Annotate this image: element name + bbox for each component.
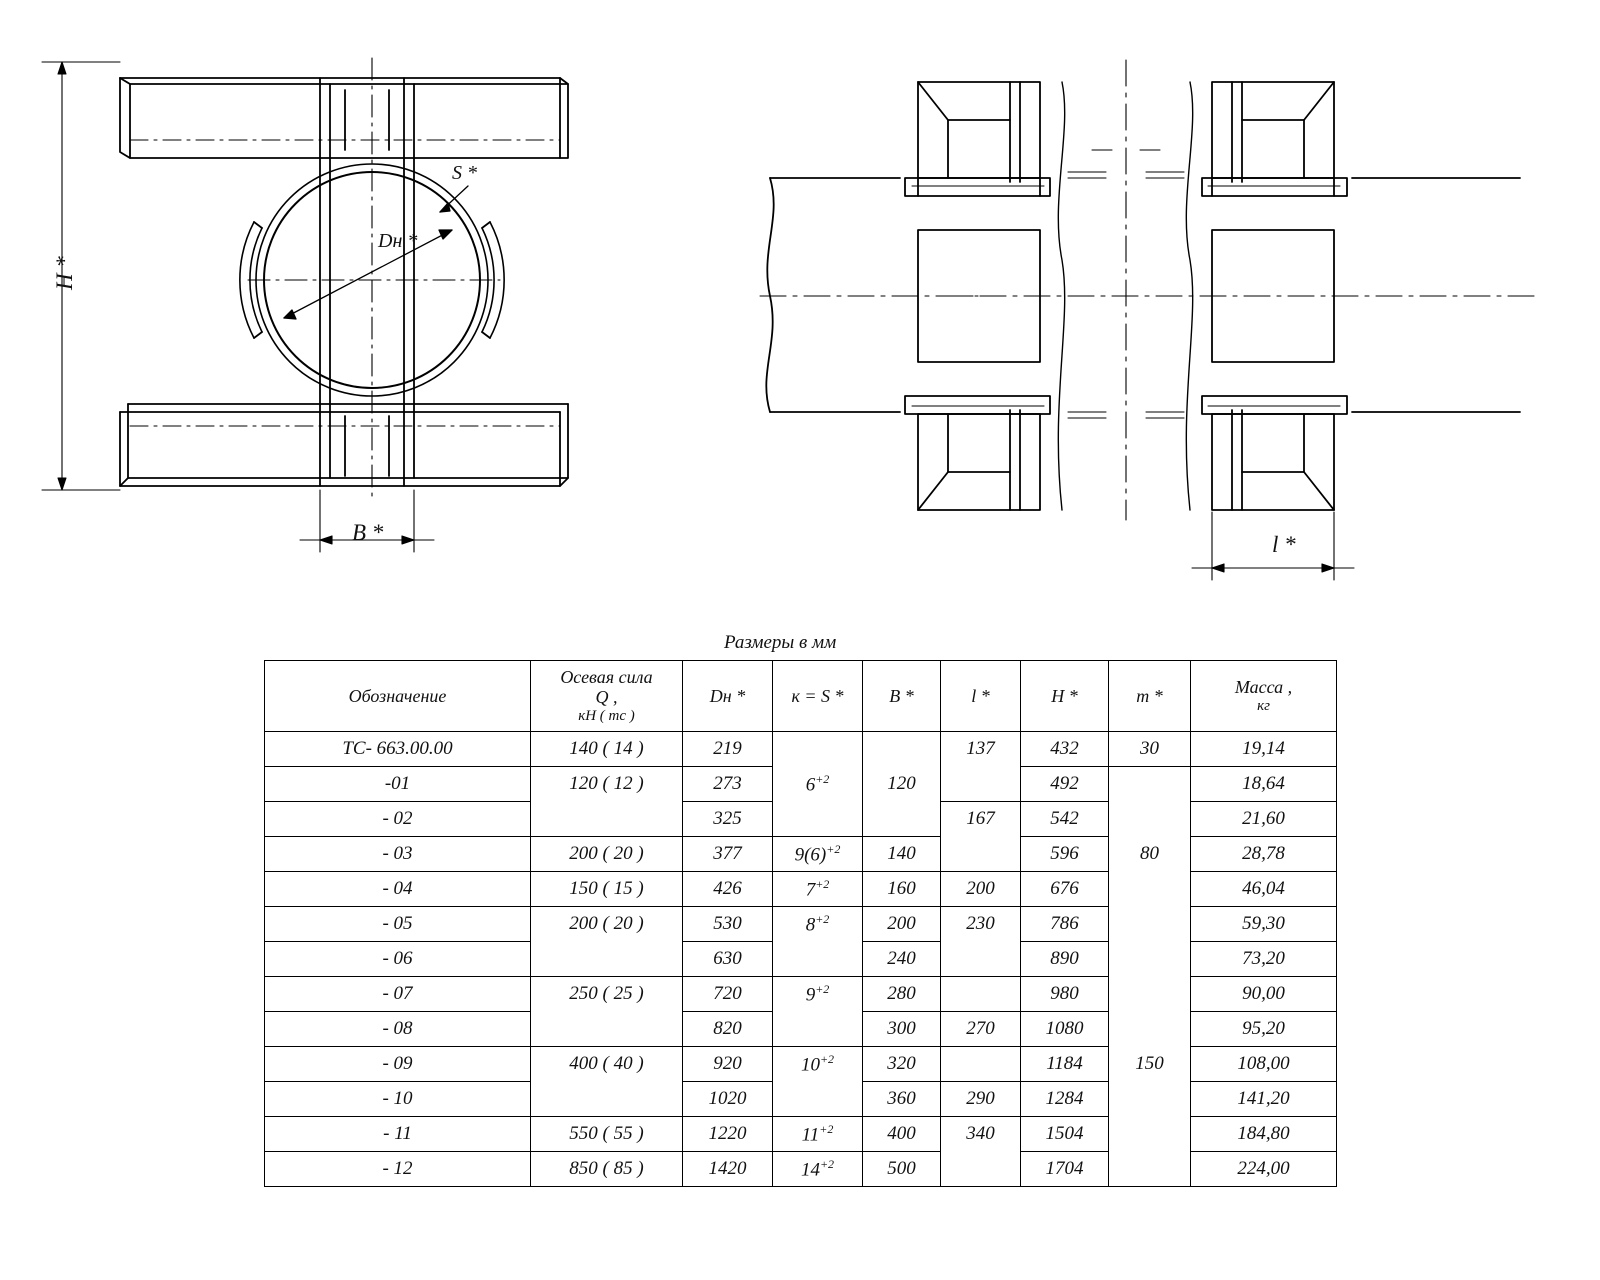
cell-m xyxy=(1109,907,1191,942)
cell-q: 150 ( 15 ) xyxy=(531,872,683,907)
cell-q: 200 ( 20 ) xyxy=(531,837,683,872)
cell-dn: 325 xyxy=(683,802,773,837)
table-row xyxy=(265,802,1337,837)
cell-dn: 1420 xyxy=(683,1152,773,1187)
cell-mass: 184,80 xyxy=(1191,1117,1337,1152)
cell-l: 137 xyxy=(941,732,1021,767)
cell-ks-tol: +2 xyxy=(826,841,841,856)
cell-dn: 377 xyxy=(683,837,773,872)
header-b-text: B * xyxy=(889,685,914,706)
cell-h: 596 xyxy=(1021,837,1109,872)
cell-designation: - 06 xyxy=(265,942,531,977)
cell-designation: -01 xyxy=(265,767,531,802)
table-row xyxy=(265,907,1337,942)
cell-b: 400 xyxy=(863,1117,941,1152)
cell-b xyxy=(863,802,941,837)
cell-designation: - 03 xyxy=(265,837,531,872)
cell-l xyxy=(941,1047,1021,1082)
cell-mass: 28,78 xyxy=(1191,837,1337,872)
cell-b: 240 xyxy=(863,942,941,977)
s-callout-label: S * xyxy=(452,162,477,184)
dimensions-table-wrap xyxy=(264,632,1336,1187)
cell-dn: 630 xyxy=(683,942,773,977)
cell-ks-value: 11 xyxy=(801,1124,820,1146)
cell-h: 492 xyxy=(1021,767,1109,802)
cell-h: 980 xyxy=(1021,977,1109,1012)
cell-mass: 141,20 xyxy=(1191,1082,1337,1117)
cell-q xyxy=(531,942,683,977)
cell-ks xyxy=(773,837,863,872)
cell-m xyxy=(1109,1117,1191,1152)
cell-ks-value: 8 xyxy=(805,914,816,936)
cell-ks-tol: +2 xyxy=(815,912,830,927)
cell-mass: 108,00 xyxy=(1191,1047,1337,1082)
table-row xyxy=(265,1152,1337,1187)
cell-h: 1184 xyxy=(1021,1047,1109,1082)
cell-m: 80 xyxy=(1109,837,1191,872)
dimensions-table xyxy=(264,660,1337,1187)
cell-mass: 19,14 xyxy=(1191,732,1337,767)
cell-designation: - 09 xyxy=(265,1047,531,1082)
header-dn xyxy=(683,661,773,732)
cell-q: 400 ( 40 ) xyxy=(531,1047,683,1082)
cell-m xyxy=(1109,1012,1191,1047)
header-mass-l2: кг xyxy=(1257,697,1270,714)
cell-l xyxy=(941,837,1021,872)
cell-l xyxy=(941,1152,1021,1187)
table-row xyxy=(265,732,1337,767)
cell-l: 290 xyxy=(941,1082,1021,1117)
cell-designation: - 11 xyxy=(265,1117,531,1152)
cell-mass: 18,64 xyxy=(1191,767,1337,802)
table-row xyxy=(265,1047,1337,1082)
header-h-text: H * xyxy=(1051,685,1078,706)
cell-b: 200 xyxy=(863,907,941,942)
header-mass-l1: Масса , xyxy=(1234,677,1293,698)
header-axial-force-l2: Q , xyxy=(595,687,618,708)
cell-m: 150 xyxy=(1109,1047,1191,1082)
cell-l: 200 xyxy=(941,872,1021,907)
cell-b: 280 xyxy=(863,977,941,1012)
cell-q: 120 ( 12 ) xyxy=(531,767,683,802)
table-header-row xyxy=(265,661,1337,732)
cell-q xyxy=(531,1012,683,1047)
cell-dn: 426 xyxy=(683,872,773,907)
cell-mass: 46,04 xyxy=(1191,872,1337,907)
cell-mass: 21,60 xyxy=(1191,802,1337,837)
dn-callout-label: Dн * xyxy=(378,230,418,252)
cell-mass: 73,20 xyxy=(1191,942,1337,977)
h-dimension-label: H * xyxy=(52,256,77,290)
cell-ks xyxy=(773,872,863,907)
cell-q xyxy=(531,802,683,837)
cell-l: 230 xyxy=(941,907,1021,942)
cell-m xyxy=(1109,942,1191,977)
cell-designation: - 10 xyxy=(265,1082,531,1117)
cell-m xyxy=(1109,802,1191,837)
l-dimension-label: l * xyxy=(1272,532,1296,557)
cell-q: 250 ( 25 ) xyxy=(531,977,683,1012)
cell-l xyxy=(941,977,1021,1012)
cell-h: 676 xyxy=(1021,872,1109,907)
cell-b: 140 xyxy=(863,837,941,872)
cell-m xyxy=(1109,977,1191,1012)
cell-ks-value: 9(6) xyxy=(794,844,827,866)
cell-m xyxy=(1109,1082,1191,1117)
cell-b: 500 xyxy=(863,1152,941,1187)
cell-q: 140 ( 14 ) xyxy=(531,732,683,767)
header-m xyxy=(1109,661,1191,732)
cell-dn: 920 xyxy=(683,1047,773,1082)
cell-designation: - 07 xyxy=(265,977,531,1012)
cell-mass: 59,30 xyxy=(1191,907,1337,942)
cell-ks-tol: +2 xyxy=(819,1052,835,1067)
header-h xyxy=(1021,661,1109,732)
header-dn-text: Dн * xyxy=(709,685,746,706)
cell-q: 850 ( 85 ) xyxy=(531,1152,683,1187)
table-row xyxy=(265,942,1337,977)
cell-ks-tol: +2 xyxy=(815,982,830,997)
cell-ks xyxy=(773,942,863,977)
cell-l: 270 xyxy=(941,1012,1021,1047)
cell-h: 542 xyxy=(1021,802,1109,837)
cell-ks-tol: +2 xyxy=(815,771,830,786)
cell-mass: 95,20 xyxy=(1191,1012,1337,1047)
header-axial-force-l1: Осевая сила xyxy=(560,666,653,687)
cell-ks xyxy=(773,1152,863,1187)
b-dimension-label: B * xyxy=(352,520,384,545)
cell-h: 786 xyxy=(1021,907,1109,942)
header-l-text: l * xyxy=(971,685,990,706)
table-row xyxy=(265,1117,1337,1152)
cell-h: 1704 xyxy=(1021,1152,1109,1187)
cell-h: 432 xyxy=(1021,732,1109,767)
cell-ks xyxy=(773,1012,863,1047)
cell-ks xyxy=(773,977,863,1012)
cell-designation: - 12 xyxy=(265,1152,531,1187)
header-axial-force xyxy=(531,661,683,732)
cell-l xyxy=(941,942,1021,977)
cell-ks xyxy=(773,1082,863,1117)
cell-b: 300 xyxy=(863,1012,941,1047)
table-body xyxy=(265,732,1337,1187)
cell-h: 1284 xyxy=(1021,1082,1109,1117)
cell-dn: 820 xyxy=(683,1012,773,1047)
cell-m xyxy=(1109,1152,1191,1187)
cell-designation: ТС- 663.00.00 xyxy=(265,732,531,767)
cell-h: 1504 xyxy=(1021,1117,1109,1152)
header-m-text: m * xyxy=(1136,685,1163,706)
header-k-s-text: к = S * xyxy=(791,685,844,706)
header-mass xyxy=(1191,661,1337,732)
cell-b: 320 xyxy=(863,1047,941,1082)
table-row xyxy=(265,837,1337,872)
table-title: Размеры в мм xyxy=(724,632,837,653)
cell-designation: - 02 xyxy=(265,802,531,837)
table-row xyxy=(265,1012,1337,1047)
cell-dn: 273 xyxy=(683,767,773,802)
cell-l: 167 xyxy=(941,802,1021,837)
cell-designation: - 05 xyxy=(265,907,531,942)
cell-ks xyxy=(773,907,863,942)
cell-ks-tol: +2 xyxy=(819,1121,834,1136)
cell-m: 30 xyxy=(1109,732,1191,767)
header-k-s xyxy=(773,661,863,732)
cell-ks xyxy=(773,1117,863,1152)
table-row xyxy=(265,977,1337,1012)
cell-b: 360 xyxy=(863,1082,941,1117)
cell-mass: 224,00 xyxy=(1191,1152,1337,1187)
cell-l: 340 xyxy=(941,1117,1021,1152)
table-row xyxy=(265,1082,1337,1117)
cell-designation: - 04 xyxy=(265,872,531,907)
cell-m xyxy=(1109,872,1191,907)
cell-ks-tol: +2 xyxy=(819,1156,835,1171)
cell-ks-value: 14 xyxy=(800,1159,820,1181)
cell-mass: 90,00 xyxy=(1191,977,1337,1012)
cell-q: 550 ( 55 ) xyxy=(531,1117,683,1152)
cell-dn: 219 xyxy=(683,732,773,767)
cell-ks-tol: +2 xyxy=(815,876,830,891)
cell-b: 160 xyxy=(863,872,941,907)
cell-dn: 1220 xyxy=(683,1117,773,1152)
cell-dn: 720 xyxy=(683,977,773,1012)
header-b xyxy=(863,661,941,732)
cell-ks-value: 9 xyxy=(805,984,816,1006)
cell-designation: - 08 xyxy=(265,1012,531,1047)
cell-q xyxy=(531,1082,683,1117)
table-row xyxy=(265,872,1337,907)
header-l xyxy=(941,661,1021,732)
cell-ks xyxy=(773,802,863,837)
cell-ks-value: 10 xyxy=(800,1054,820,1076)
cell-b: 120 xyxy=(863,767,941,802)
cell-h: 1080 xyxy=(1021,1012,1109,1047)
cell-q: 200 ( 20 ) xyxy=(531,907,683,942)
cell-ks-value: 6 xyxy=(805,774,816,796)
header-axial-force-l3: кН ( тс ) xyxy=(578,708,635,725)
header-designation: Обозначение xyxy=(265,661,531,732)
cell-m xyxy=(1109,767,1191,802)
cell-b xyxy=(863,732,941,767)
cell-ks xyxy=(773,767,863,802)
cell-ks-value: 7 xyxy=(805,879,816,901)
cell-ks xyxy=(773,1047,863,1082)
cell-h: 890 xyxy=(1021,942,1109,977)
cell-dn: 1020 xyxy=(683,1082,773,1117)
cell-l xyxy=(941,767,1021,802)
cell-dn: 530 xyxy=(683,907,773,942)
cell-ks xyxy=(773,732,863,767)
table-row xyxy=(265,767,1337,802)
